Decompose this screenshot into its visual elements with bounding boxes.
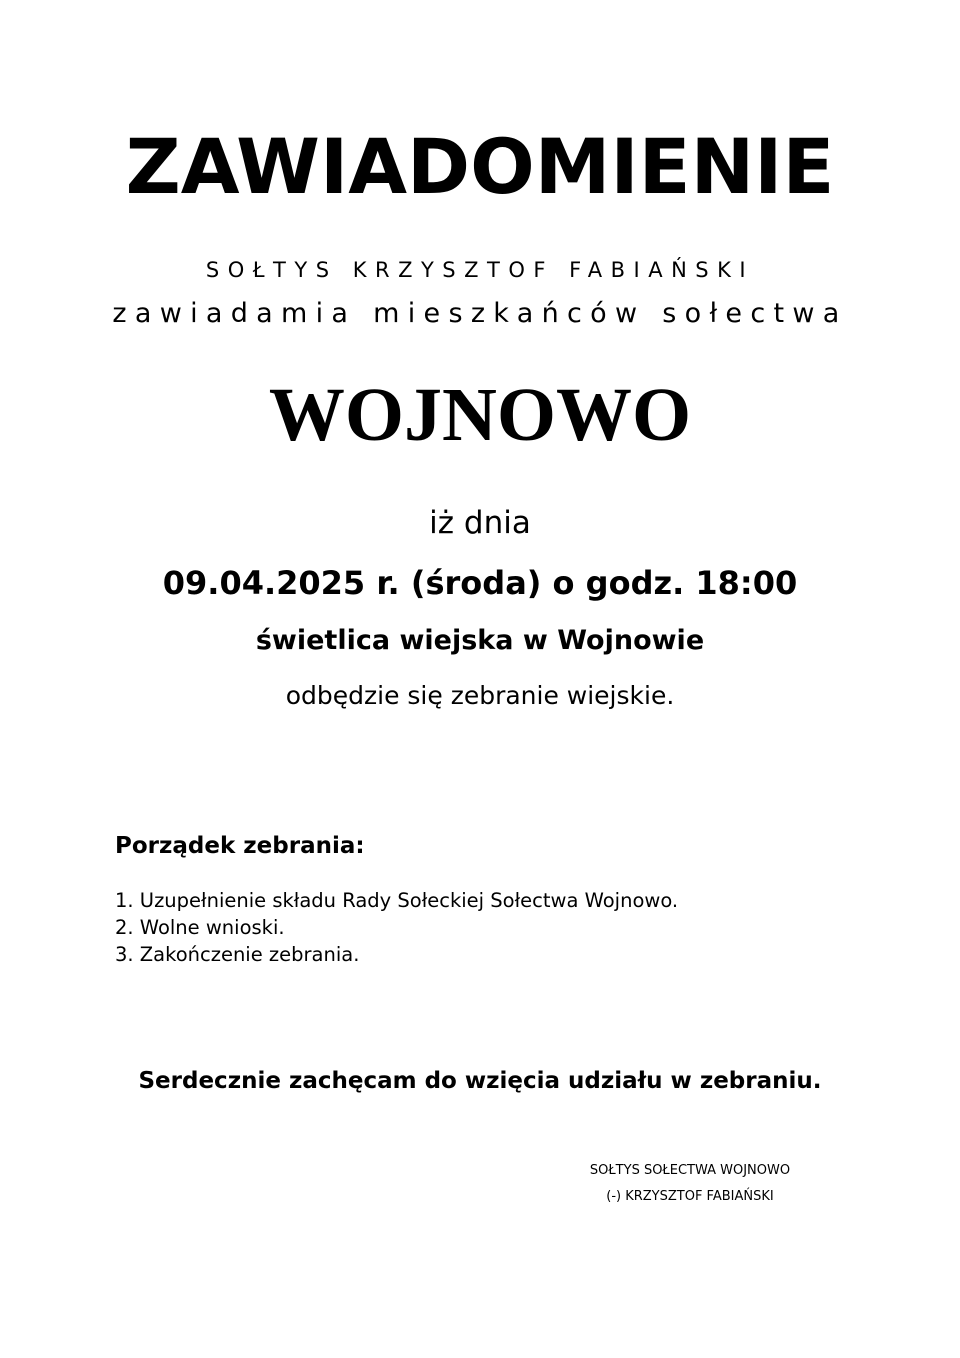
closing-invitation: Serdecznie zachęcam do wzięcia udziału w zebraniu. (138, 1068, 822, 1094)
meeting-place: świetlica wiejska w Wojnowie (255, 625, 705, 656)
signature-title: SOŁTYS SOŁECTWA WOJNOWO (589, 1163, 791, 1178)
announcer-line: SOŁTYS KRZYSZTOF FABIAŃSKI (205, 258, 755, 282)
announcement-intro: zawiadamia mieszkańców sołectwa (112, 298, 848, 329)
agenda-list (115, 887, 678, 968)
meeting-datetime: 09.04.2025 r. (środa) o godz. 18:00 (162, 564, 798, 602)
village-name: WOJNOWO (268, 373, 692, 457)
agenda-heading: Porządek zebrania: (115, 833, 365, 859)
meeting-description: odbędzie się zebranie wiejskie. (285, 681, 675, 710)
signature-name: (-) KRZYSZTOF FABIAŃSKI (606, 1189, 774, 1204)
date-intro: iż dnia (429, 505, 531, 541)
notice-title: ZAWIADOMIENIE (125, 122, 835, 211)
agenda-item: 2. Wolne wnioski. (115, 916, 285, 939)
agenda-item: 1. Uzupełnienie składu Rady Sołeckiej Sołectwa Wojnowo. (115, 889, 679, 912)
agenda-item: 3. Zakończenie zebrania. (115, 943, 360, 966)
